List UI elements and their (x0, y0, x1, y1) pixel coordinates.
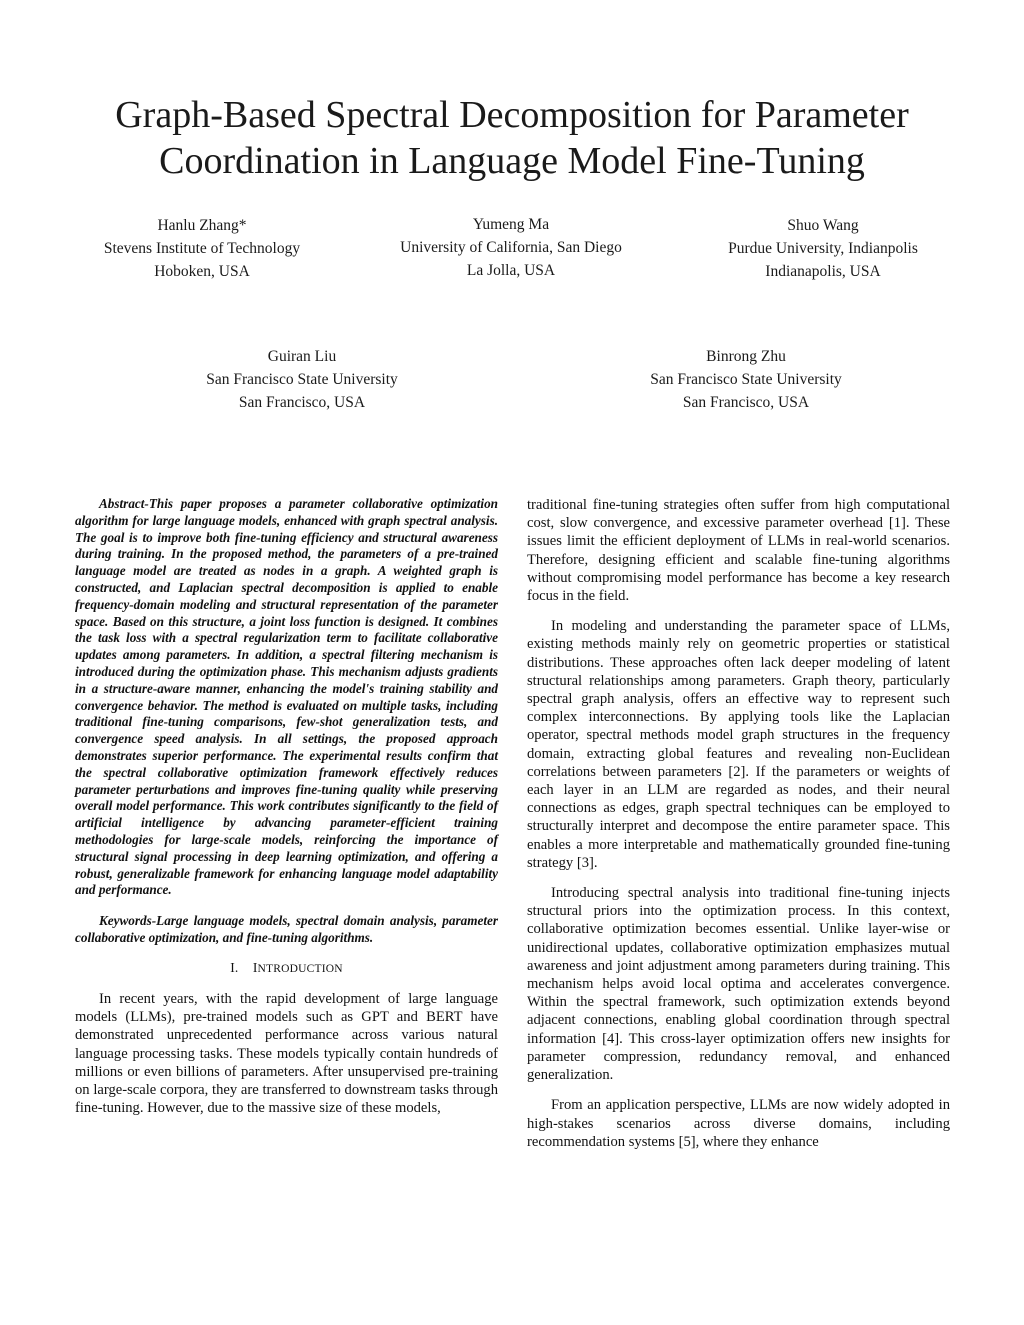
author-name: Shuo Wang (787, 217, 859, 234)
author-name: Binrong Zhu (706, 348, 786, 365)
body-paragraph: From an application perspective, LLMs are now widely adopted in high-stakes scenarios across diverse domains, including recommendation systems [5], where they enhance (527, 1097, 950, 1150)
author-location: San Francisco, USA (238, 394, 366, 411)
paper-title: Graph-Based Spectral Decomposition for Parameter Coordination in Language Model Fine-Tuning (115, 94, 909, 182)
author-affiliation: San Francisco State University (650, 371, 842, 388)
section-title-initial: I (252, 959, 258, 975)
author-affiliation: San Francisco State University (206, 371, 398, 388)
author-block (596, 345, 896, 414)
keywords: Keywords-Large language models, spectral domain analysis, parameter collaborative optimization, and fine-tuning algorithms. (75, 913, 498, 945)
author-affiliation: University of California, San Diego (400, 239, 622, 256)
right-column (527, 496, 950, 1163)
author-affiliation: Purdue University, Indianpolis (728, 240, 918, 257)
body-paragraph: In recent years, with the rapid development of large language models (LLMs), pre-trained models such as GPT and BERT have demonstrated unprecedented performance across various natural language processing tasks. These models typically contain hundreds of millions or even billions of parameters. After unsupervised pre-training on large-scale corpora, they are transferred to downstream tasks through fine-tuning. However, due to the massive size of these models, (75, 990, 498, 1117)
author-name: Hanlu Zhang* (157, 217, 247, 234)
author-block (673, 214, 973, 283)
section-title-rest: NTRODUCTION (257, 962, 343, 975)
author-location: Hoboken, USA (154, 263, 250, 280)
author-location: Indianapolis, USA (765, 263, 881, 280)
abstract: Abstract-This paper proposes a parameter collaborative optimization algorithm for large language models, enhanced with graph spectral analysis. The goal is to improve both fine-tuning efficiency and structural awareness during training. In the proposed method, the parameters of a pre-trained language model are treated as nodes in a graph. A weighted graph is constructed, and Laplacian spectral decomposition is applied to enable frequency-domain modeling and structural representation of the parameter space. Based on this structure, a joint loss function is designed. It combines the task loss with a spectral regularization term to facilitate collaborative updates among parameters. In addition, a spectral filtering mechanism is introduced during the optimization phase. This mechanism adjusts gradients in a structure-aware manner, enhancing the model's training stability and convergence behavior. The method is evaluated on multiple tasks, including traditional fine-tuning comparisons, few-shot generalization tests, and convergence speed analysis. In all settings, the proposed approach demonstrates superior performance. The experimental results confirm that the spectral collaborative optimization framework effectively reduces parameter perturbations and improves fine-tuning quality while preserving overall model performance. This work contributes significantly to the field of artificial intelligence by advancing parameter-efficient training methodologies for large-scale models, reinforcing the importance of structural signal processing in deep learning optimization, and offering a robust, generalizable framework for enhancing language model adaptability and performance. (75, 496, 498, 898)
body-paragraph: Introducing spectral analysis into traditional fine-tuning injects structural priors into the optimization process. In this context, collaborative optimization becomes essential. Unlike layer-wise or unidirectional updates, collaborative optimization emphasizes mutual awareness and joint adjustment among parameters during training. This mechanism helps avoid local optima and accelerates convergence. Within the spectral framework, such optimization extends beyond adjacent connections, enabling global coordination through spectral information [4]. This cross-layer optimization offers new insights for parameter compression, redundancy removal, and enhanced generalization. (527, 885, 950, 1084)
author-location: San Francisco, USA (682, 394, 810, 411)
left-column (75, 496, 498, 1124)
author-location: La Jolla, USA (466, 262, 556, 279)
author-name: Yumeng Ma (472, 216, 550, 233)
author-affiliation: Stevens Institute of Technology (103, 240, 301, 257)
section-number: I. (230, 959, 239, 975)
author-block (52, 214, 352, 283)
section-heading (75, 959, 498, 978)
body-paragraph: traditional fine-tuning strategies often suffer from high computational cost, slow convergence, and excessive parameter overhead [1]. These issues limit the efficient deployment of LLMs in real-world scenarios. Therefore, designing efficient and scalable fine-tuning algorithms without compromising model performance has become a key research focus in the field. (527, 497, 950, 605)
body-paragraph: In modeling and understanding the parameter space of LLMs, existing methods mainly rely on geometric properties or statistical distributions. These approaches often lack deeper modeling of latent structural relationships among parameters. Graph theory, particularly spectral graph analysis, offers an effective way to represent such complex interconnections. By applying tools like the Laplacian operator, spectral methods model graph structures in the frequency domain, extracting global features and revealing non-Euclidean correlations between parameters [2]. If the parameters or weights of each layer in an LLM are regarded as nodes, and their neural connections as edges, graph spectral techniques can be employed to structurally interpret and decompose the entire parameter space. This enables a more interpretable and mathematically grounded fine-tuning strategy [3]. (527, 618, 950, 871)
author-block (152, 345, 452, 414)
author-block (361, 213, 661, 282)
author-name: Guiran Liu (267, 348, 337, 365)
